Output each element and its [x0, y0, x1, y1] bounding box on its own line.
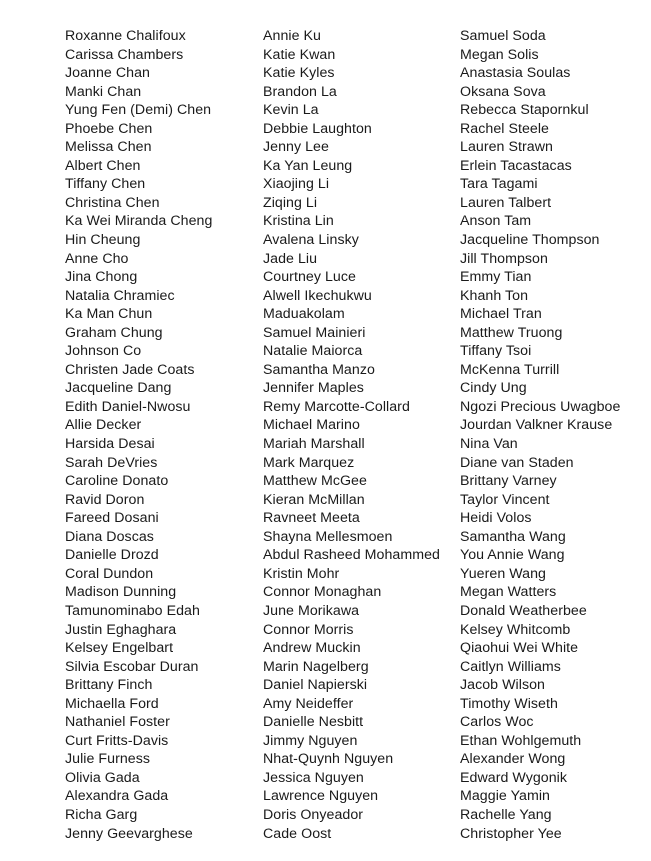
name-entry: Ravid Doron — [65, 491, 145, 508]
name-entry: Megan Solis — [460, 46, 539, 63]
name-entry: Jina Chong — [65, 269, 138, 286]
name-entry: Ziqing Li — [263, 194, 318, 211]
name-entry: Carissa Chambers — [65, 46, 184, 63]
name-entry: Michael Marino — [263, 417, 360, 434]
name-entry: Tara Tagami — [460, 176, 538, 193]
name-entry: Connor Morris — [263, 621, 354, 638]
name-entry: Courtney Luce — [263, 269, 356, 286]
name-entry: Richa Garg — [65, 806, 138, 823]
name-entry: Johnson Co — [65, 343, 142, 360]
name-entry: Yueren Wang — [460, 565, 546, 582]
name-entry: Maduakolam — [263, 306, 345, 323]
name-entry: Justin Eghaghara — [65, 621, 177, 638]
name-entry: Rachel Steele — [460, 120, 549, 137]
name-entry: Caroline Donato — [65, 473, 169, 490]
name-entry: Brandon La — [263, 83, 337, 100]
name-entry: Kristina Lin — [263, 213, 334, 230]
name-entry: Jade Liu — [263, 250, 318, 267]
name-entry: Jacqueline Dang — [65, 380, 172, 397]
name-entry: Anne Cho — [65, 250, 129, 267]
name-entry: Manki Chan — [65, 83, 142, 100]
name-entry: Carlos Woc — [460, 714, 534, 731]
name-entry: Xiaojing Li — [263, 176, 330, 193]
name-entry: Kieran McMillan — [263, 491, 365, 508]
name-entry: Erlein Tacastacas — [460, 157, 572, 174]
name-entry: Phoebe Chen — [65, 120, 153, 137]
name-entry: You Annie Wang — [460, 547, 565, 564]
name-entry: Nhat-Quynh Nguyen — [263, 751, 394, 768]
name-entry: Michaella Ford — [65, 695, 159, 712]
name-entry: Marin Nagelberg — [263, 658, 369, 675]
name-entry: Yung Fen (Demi) Chen — [65, 102, 212, 119]
name-entry: Oksana Sova — [460, 83, 546, 100]
name-entry: Annie Ku — [263, 28, 321, 44]
name-entry: Harsida Desai — [65, 436, 155, 453]
name-entry: Samantha Wang — [460, 528, 566, 545]
name-entry: Silvia Escobar Duran — [65, 658, 199, 675]
name-entry: Samuel Mainieri — [263, 324, 366, 341]
name-entry: Ka Yan Leung — [263, 157, 353, 174]
name-entry: Coral Dundon — [65, 565, 154, 582]
name-entry: Maggie Yamin — [460, 788, 550, 805]
name-entry: Brittany Varney — [460, 473, 557, 490]
name-entry: Heidi Volos — [460, 510, 532, 527]
name-entry: Doris Onyeador — [263, 806, 364, 823]
name-entry: Christina Chen — [65, 194, 160, 211]
name-entry: Jimmy Nguyen — [263, 732, 358, 749]
name-entry: Cindy Ung — [460, 380, 527, 397]
name-entry: Debbie Laughton — [263, 120, 372, 137]
name-entry: Tamunominabo Edah — [65, 602, 200, 619]
name-entry: Madison Dunning — [65, 584, 177, 601]
name-entry: Matthew Truong — [460, 324, 563, 341]
name-entry: Edward Wygonik — [460, 769, 568, 786]
name-column-2 — [263, 27, 453, 843]
name-entry: Ka Wei Miranda Cheng — [65, 213, 213, 230]
name-entry: Connor Monaghan — [263, 584, 382, 601]
name-entry: Ka Man Chun — [65, 306, 153, 323]
name-entry: Edith Daniel-Nwosu — [65, 398, 191, 415]
name-entry: Timothy Wiseth — [460, 695, 558, 712]
name-entry: Khanh Ton — [460, 287, 529, 304]
name-entry: Lauren Strawn — [460, 139, 553, 156]
name-entry: Tiffany Chen — [65, 176, 146, 193]
name-entry: Graham Chung — [65, 324, 163, 341]
name-entry: Melissa Chen — [65, 139, 152, 156]
name-entry: Jessica Nguyen — [263, 769, 364, 786]
name-entry: Anson Tam — [460, 213, 532, 230]
name-entry: Jenny Geevarghese — [65, 825, 193, 842]
name-entry: Andrew Muckin — [263, 640, 361, 657]
name-entry: Kevin La — [263, 102, 319, 119]
name-entry: Rebecca Stapornkul — [460, 102, 589, 119]
name-entry: Emmy Tian — [460, 269, 532, 286]
name-entry: Daniel Napierski — [263, 677, 368, 694]
name-entry: Donald Weatherbee — [460, 602, 587, 619]
name-entry: Nathaniel Foster — [65, 714, 170, 731]
name-entry: Allie Decker — [65, 417, 142, 434]
name-entry: Fareed Dosani — [65, 510, 159, 527]
name-entry: Ethan Wohlgemuth — [460, 732, 582, 749]
name-entry: Nina Van — [460, 436, 518, 453]
name-entry: Ravneet Meeta — [263, 510, 360, 527]
name-entry: Lawrence Nguyen — [263, 788, 379, 805]
name-entry: Abdul Rasheed Mohammed — [263, 547, 440, 564]
name-entry: Natalie Maiorca — [263, 343, 363, 360]
name-entry: Qiaohui Wei White — [460, 640, 579, 657]
name-entry: Kelsey Engelbart — [65, 640, 174, 657]
name-entry: Natalia Chramiec — [65, 287, 175, 304]
name-entry: Julie Furness — [65, 751, 151, 768]
name-entry: Danielle Nesbitt — [263, 714, 364, 731]
name-entry: Christopher Yee — [460, 825, 562, 842]
name-entry: Jacob Wilson — [460, 677, 545, 694]
name-column-1 — [65, 27, 255, 843]
name-entry: Jennifer Maples — [263, 380, 364, 397]
name-entry: Shayna Mellesmoen — [263, 528, 393, 545]
name-entry: Jourdan Valkner Krause — [460, 417, 613, 434]
name-entry: Taylor Vincent — [460, 491, 550, 508]
name-entry: Remy Marcotte-Collard — [263, 398, 410, 415]
name-entry: Anastasia Soulas — [460, 65, 571, 82]
name-entry: Sarah DeVries — [65, 454, 158, 471]
name-entry: Kristin Mohr — [263, 565, 340, 582]
name-entry: Kelsey Whitcomb — [460, 621, 571, 638]
name-entry: Lauren Talbert — [460, 194, 552, 211]
name-entry: Curt Fritts-Davis — [65, 732, 169, 749]
name-entry: Alwell Ikechukwu — [263, 287, 372, 304]
name-entry: Samuel Soda — [460, 28, 546, 44]
name-entry: Christen Jade Coats — [65, 361, 195, 378]
name-column-3 — [460, 27, 650, 843]
name-entry: Diana Doscas — [65, 528, 154, 545]
name-entry: Alexander Wong — [460, 751, 566, 768]
name-entry: Matthew McGee — [263, 473, 367, 490]
name-entry: Diane van Staden — [460, 454, 574, 471]
name-entry: Jill Thompson — [460, 250, 548, 267]
name-entry: Albert Chen — [65, 157, 141, 174]
name-entry: Rachelle Yang — [460, 806, 552, 823]
name-entry: Hin Cheung — [65, 232, 141, 249]
name-entry: Danielle Drozd — [65, 547, 159, 564]
name-entry: Tiffany Tsoi — [460, 343, 532, 360]
name-entry: Jacqueline Thompson — [460, 232, 600, 249]
name-entry: Roxanne Chalifoux — [65, 28, 186, 44]
name-entry: Ngozi Precious Uwagboe — [460, 398, 621, 415]
name-entry: Olivia Gada — [65, 769, 140, 786]
name-entry: Alexandra Gada — [65, 788, 169, 805]
name-entry: Megan Watters — [460, 584, 557, 601]
name-entry: Mark Marquez — [263, 454, 355, 471]
name-entry: June Morikawa — [263, 602, 360, 619]
name-entry: Avalena Linsky — [263, 232, 359, 249]
name-entry: Caitlyn Williams — [460, 658, 561, 675]
name-entry: Cade Oost — [263, 825, 332, 842]
name-entry: Samantha Manzo — [263, 361, 375, 378]
name-entry: Katie Kyles — [263, 65, 335, 82]
name-entry: Brittany Finch — [65, 677, 153, 694]
name-entry: Michael Tran — [460, 306, 542, 323]
name-entry: Joanne Chan — [65, 65, 150, 82]
name-entry: Katie Kwan — [263, 46, 336, 63]
name-entry: Mariah Marshall — [263, 436, 365, 453]
name-entry: Amy Neideffer — [263, 695, 354, 712]
name-entry: Jenny Lee — [263, 139, 329, 156]
name-entry: McKenna Turrill — [460, 361, 560, 378]
